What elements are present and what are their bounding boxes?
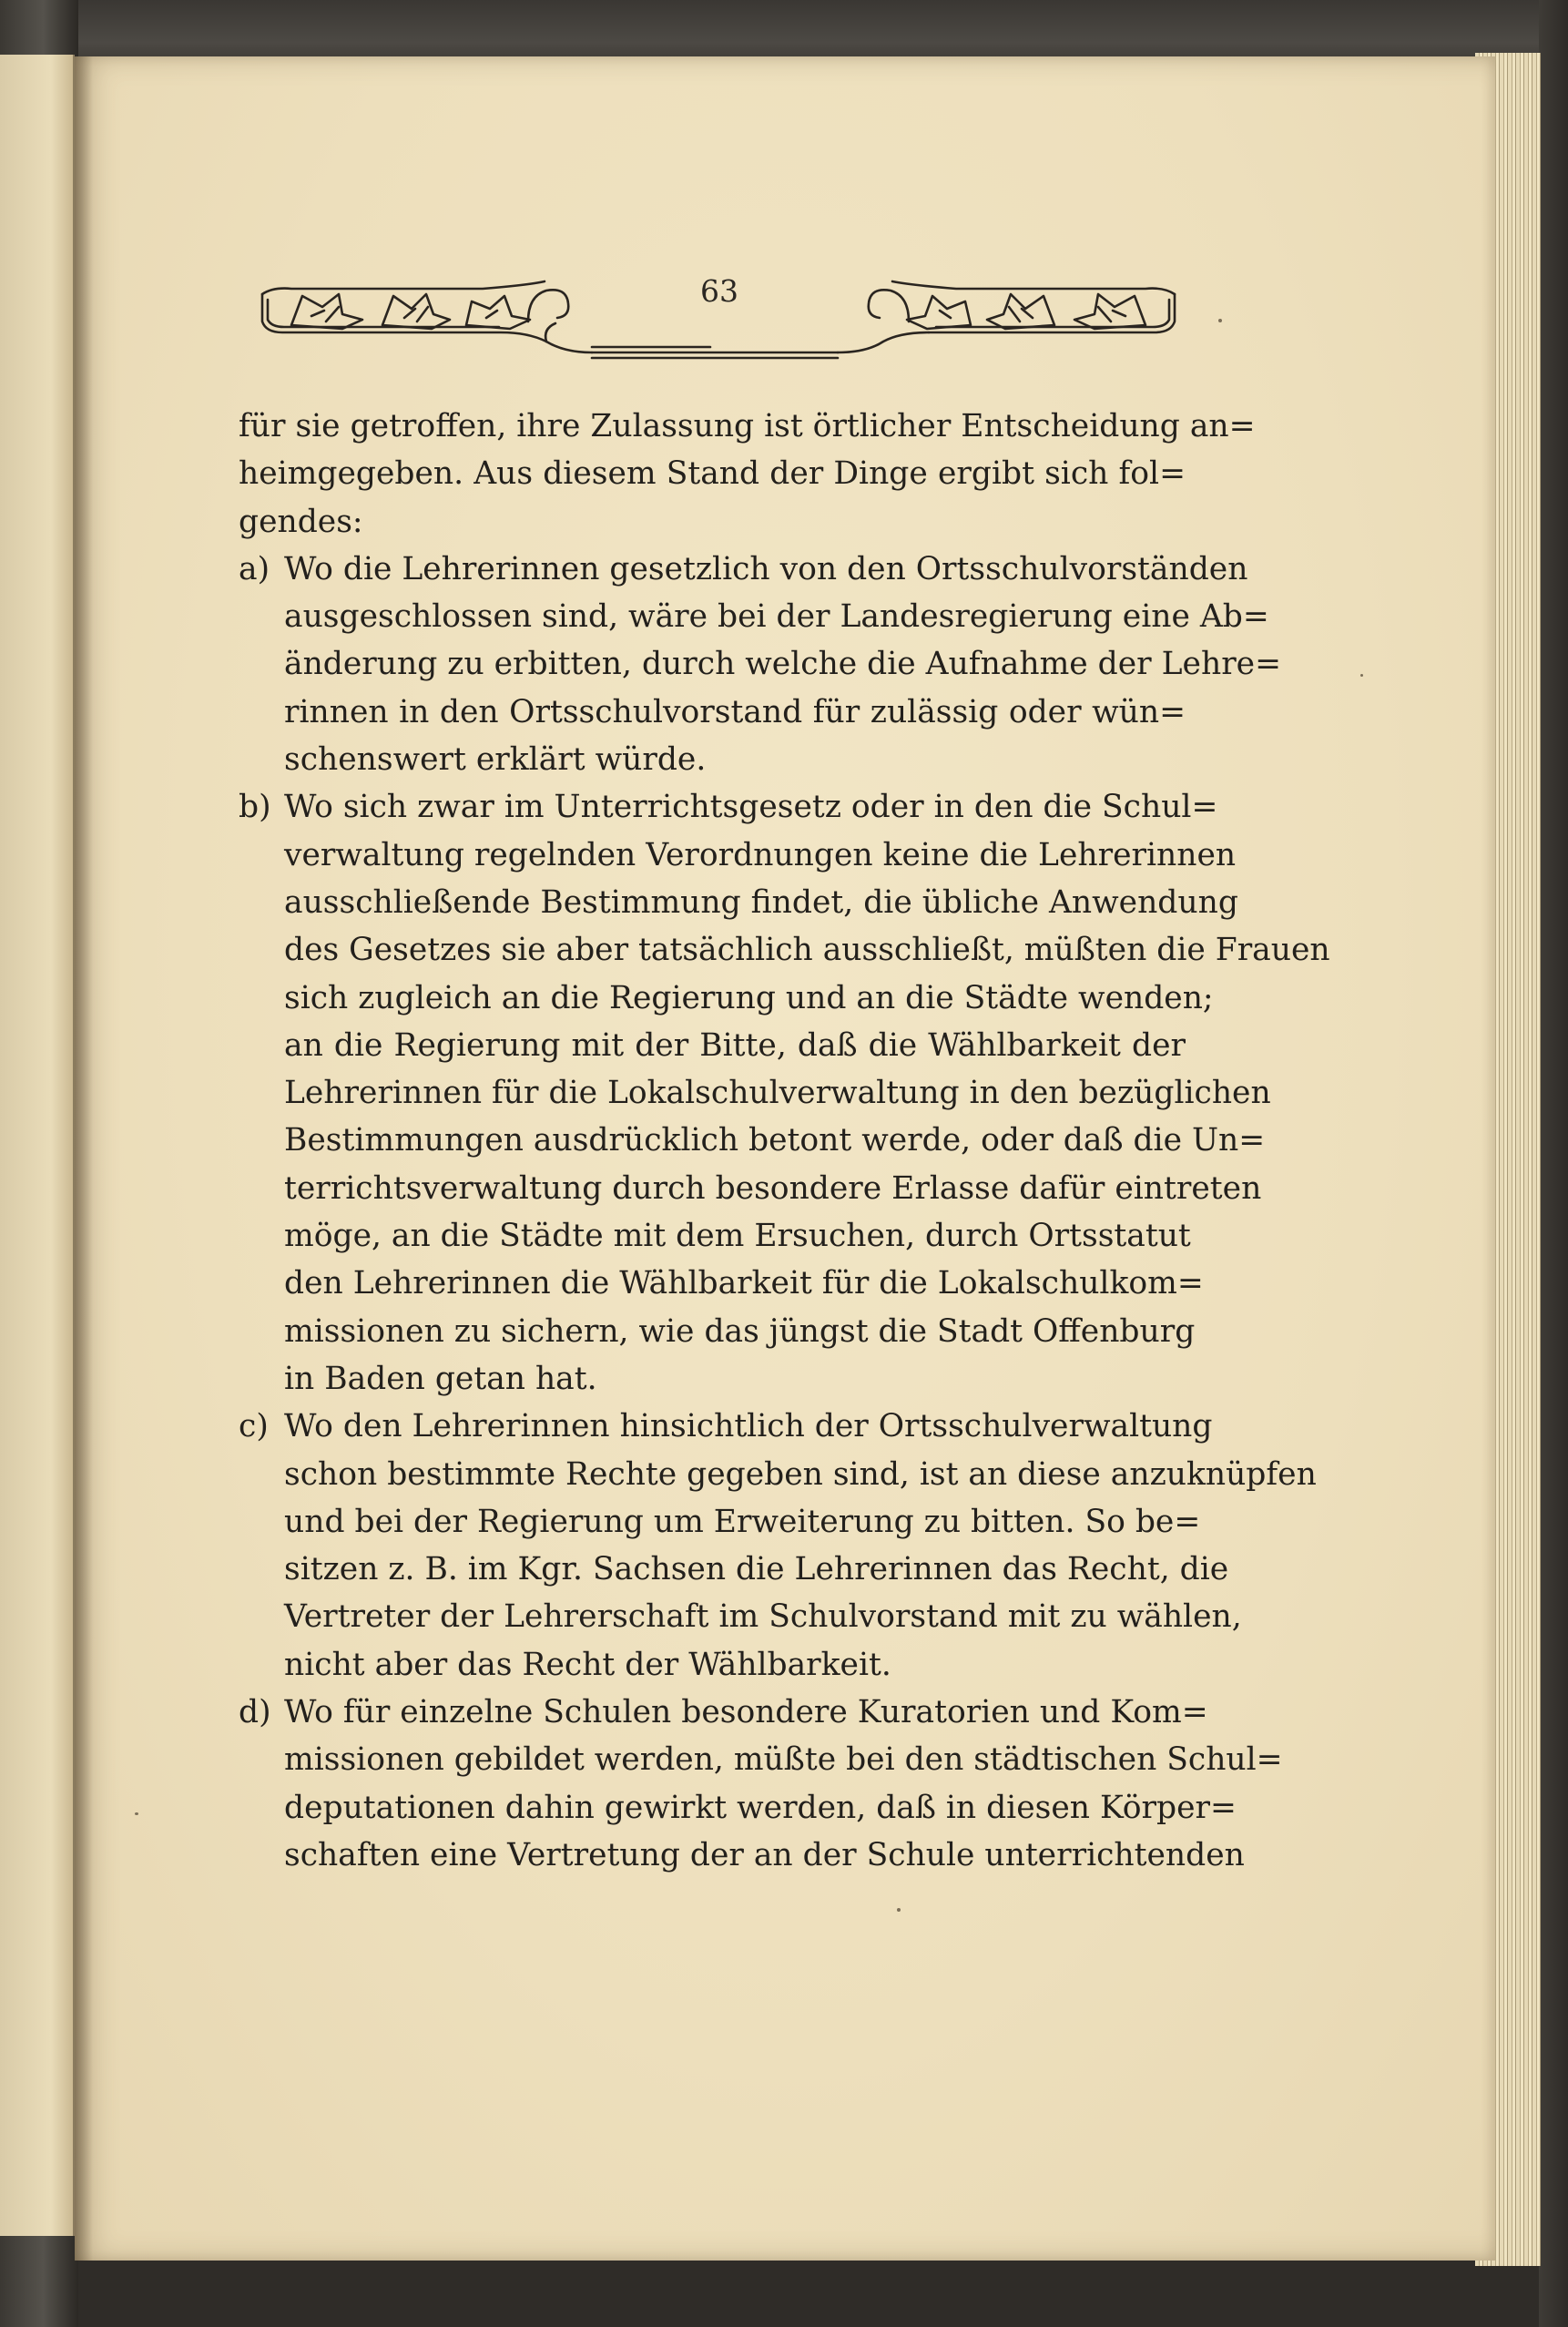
text-line: deputationen dahin gewirkt werden, daß in diesen Körper=	[284, 1789, 1237, 1826]
text-line: Lehrerinnen für die Lokalschulverwaltung in den bezüglichen	[284, 1075, 1271, 1112]
text-line: ausgeschlossen sind, wäre bei der Landesregierung eine Ab=	[284, 598, 1269, 636]
page-gutter-shadow	[75, 56, 93, 2261]
page-number: 63	[700, 273, 738, 309]
text-line: nicht aber das Recht der Wählbarkeit.	[284, 1646, 891, 1683]
text-line: ausschließende Bestimmung findet, die übliche Anwendung	[284, 883, 1238, 921]
page-body-text	[239, 403, 1330, 1879]
text-line: Vertreter der Lehrerschaft im Schulvorstand mit zu wählen,	[284, 1598, 1242, 1636]
text-line: Bestimmungen ausdrücklich betont werde, oder daß die Un=	[284, 1122, 1266, 1159]
text-line: heimgegeben. Aus diesem Stand der Dinge ergibt sich fol=	[239, 455, 1186, 493]
text-line: gendes:	[239, 503, 363, 540]
text-line: missionen gebildet werden, müßte bei den städtischen Schul=	[284, 1741, 1283, 1779]
text-line: des Gesetzes sie aber tatsächlich ausschließt, müßten die Frauen	[284, 932, 1330, 969]
list-label: c)	[239, 1408, 269, 1445]
intro-paragraph	[239, 403, 1256, 546]
list-label: d)	[239, 1694, 271, 1731]
text-line: Wo den Lehrerinnen hinsichtlich der Ortsschulverwaltung	[284, 1408, 1213, 1445]
text-line: schaften eine Vertretung der an der Schule unterrichtenden	[284, 1836, 1245, 1873]
text-line: den Lehrerinnen die Wählbarkeit für die Lokalschulkom=	[284, 1265, 1204, 1302]
list-item-a	[239, 546, 1282, 783]
text-line: in Baden getan hat.	[284, 1360, 597, 1397]
text-line: schenswert erklärt würde.	[284, 741, 707, 779]
text-line: verwaltung regelnden Verordnungen keine die Lehrerinnen	[284, 836, 1237, 873]
paper-speck	[135, 1812, 138, 1815]
text-line: an die Regierung mit der Bitte, daß die Wählbarkeit der	[284, 1026, 1186, 1064]
text-line: Wo für einzelne Schulen besondere Kuratorien und Kom=	[284, 1694, 1208, 1731]
list-label: a)	[239, 550, 270, 587]
text-line: sitzen z. B. im Kgr. Sachsen die Lehrerinnen das Recht, die	[284, 1551, 1229, 1588]
book-cover-right	[1539, 0, 1568, 2327]
text-line: sich zugleich an die Regierung und an die Städte wenden;	[284, 979, 1214, 1016]
text-line: rinnen in den Ortsschulvorstand für zulässig oder wün=	[284, 693, 1186, 730]
text-line: schon bestimmte Rechte gegeben sind, ist an diese anzuknüpfen	[284, 1455, 1317, 1493]
text-line: möge, an die Städte mit dem Ersuchen, durch Ortsstatut	[284, 1218, 1191, 1255]
text-line: änderung zu erbitten, durch welche die Aufnahme der Lehre=	[284, 646, 1282, 683]
text-line: terrichtsverwaltung durch besondere Erlasse dafür eintreten	[284, 1169, 1262, 1207]
list-item-d	[239, 1689, 1283, 1879]
paper-speck	[1360, 674, 1363, 677]
paper-speck	[1218, 319, 1222, 322]
facing-page-edge	[0, 55, 75, 2236]
text-line: für sie getroffen, ihre Zulassung ist örtlicher Entscheidung an=	[239, 408, 1256, 444]
text-line: missionen zu sichern, wie das jüngst die Stadt Offenburg	[284, 1312, 1196, 1350]
text-line: Wo die Lehrerinnen gesetzlich von den Ortsschulvorständen	[284, 550, 1248, 587]
list-label: b)	[239, 789, 271, 826]
list-item-b	[239, 783, 1330, 1403]
text-line: und bei der Regierung um Erweiterung zu bitten. So be=	[284, 1503, 1201, 1540]
text-line: Wo sich zwar im Unterrichtsgesetz oder in den die Schul=	[284, 789, 1218, 826]
list-item-c	[239, 1403, 1317, 1689]
paper-speck	[897, 1908, 901, 1912]
